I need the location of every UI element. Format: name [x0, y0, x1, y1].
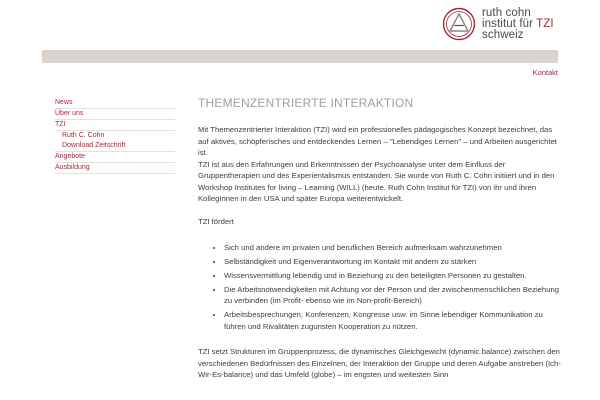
logo[interactable]: [442, 7, 554, 41]
list-item: • Wissensvermittlung lebendig und in Beziehung zu den beteiligten Personen zu gestalten.: [224, 270, 562, 282]
list-item: • Die Arbeitsnotwendigkeiten mit Achtung vor der Person und der zwischenmenschlichen Beziehung zu verbinden (im Profit- ebenso wie im Non-profit-Bereich): [224, 284, 562, 307]
logo-line-3: schweiz: [482, 28, 524, 41]
sidebar-item-tzi[interactable]: TZI: [55, 120, 175, 131]
list-item: • Sich und andere im privaten und beruflichen Bereich aufmerksam wahrzunehmen: [224, 242, 562, 254]
logo-triangle-circle-icon: [442, 7, 476, 41]
sidebar-item-ausbildung[interactable]: Ausbildung: [55, 163, 175, 174]
promotes-list: [198, 242, 562, 333]
structures-paragraph: TZI setzt Strukturen im Gruppenprozess, die dynamisches Gleichgewicht (dynamic balance) zwischen den verschiedenen Bedürfnissen des Einzelnen, der Interaktion der Gruppe und deren Aufgabe anstreben (Ich-Wir-Es-balance) und das Umfeld (globe) – im engsten und weitesten Sinn: [198, 347, 561, 379]
spacer: [198, 205, 562, 217]
spacer: [198, 335, 562, 347]
logo-line-1: ruth cohn: [482, 6, 531, 19]
logo-line-2-prefix: institut für: [482, 17, 537, 30]
sidebar-item-ruth-c-cohn[interactable]: Ruth C. Cohn: [62, 132, 105, 139]
sidebar-nav: [55, 98, 175, 174]
contact-link[interactable]: Kontakt: [532, 68, 558, 77]
header-band: [42, 50, 558, 63]
intro-paragraph-1: Mit Themenzentrierter Interaktion (TZI) wird ein professionelles pädagogisches Konzept bezeichnet, das auf aktives, schöpferisches und entdeckendes Lernen – "Lebendiges Lernen" – und Arbeiten ausgerichtet ist.: [198, 125, 557, 157]
logo-line-2: [482, 19, 554, 30]
page-title: THEMENZENTRIERTE INTERAKTION: [198, 96, 414, 110]
spacer: [198, 228, 562, 240]
sidebar-item-news[interactable]: News: [55, 98, 175, 109]
logo-line-2-accent: TZI: [536, 17, 554, 30]
sidebar-item-ueber-uns[interactable]: Über uns: [55, 109, 175, 120]
list-item: • Arbeitsbesprechungen, Konferenzen, Kongresse usw. im Sinne lebendiger Kommunikation zu führen und Rivalitäten zugunsten Kooperation zu nützen.: [224, 309, 562, 332]
main-content: [198, 96, 562, 381]
intro-paragraph-2: TZI ist aus den Erfahrungen und Erkenntnissen der Psychoanalyse unter dem Einfluss der Gruppentherapien und des Experientalismus entstanden. Sie wurde von Ruth C. Cohn initiiert und in den Workshop Institutes for living – Learning (WILL) (heute. Ruth Cohn Institut für TZI) von ihr und ihren KollegInnen in den USA und später Europa weiterentwickelt.: [198, 159, 555, 203]
sidebar-item-download-zeitschrift[interactable]: Download Zeitschrift: [55, 141, 175, 152]
sidebar-item-angebote[interactable]: Angebote: [55, 152, 175, 163]
list-item: • Selbständigkeit und Eigenverantwortung im Kontakt mit andern zu stärken: [224, 256, 562, 268]
logo-text: [482, 8, 554, 41]
promotes-heading: TZI fördert: [198, 217, 234, 226]
